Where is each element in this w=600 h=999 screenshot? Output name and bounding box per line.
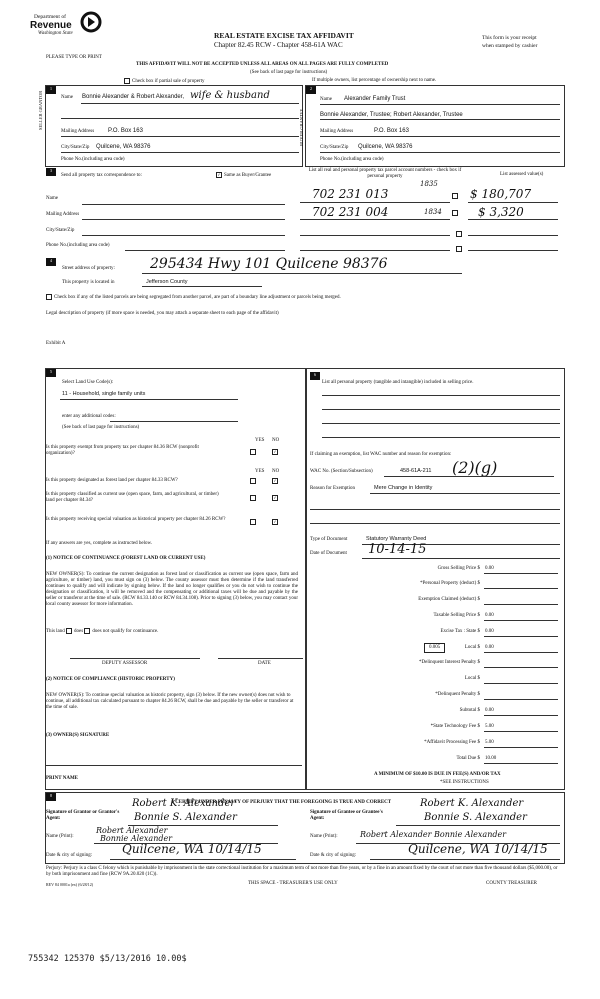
q-historic: Is this property receiving special valuation as historical property per chapter 84.26 RCW? bbox=[46, 517, 226, 522]
tax-row-local-2: Local $ bbox=[464, 676, 480, 681]
tax-row-personal: *Personal Property (deduct) $ bbox=[420, 581, 480, 586]
assessed-header: List assessed value(s) bbox=[500, 172, 544, 177]
grantor-sig-label: Signature of Grantor or Grantor's Agent: bbox=[46, 810, 120, 821]
land-use-section-num: 5 bbox=[46, 369, 56, 377]
tax-value-taxable[interactable]: 0.00 bbox=[485, 613, 494, 618]
parcel-2-checkbox[interactable] bbox=[452, 210, 460, 217]
located-value[interactable]: Jefferson County bbox=[146, 279, 188, 285]
grantor-sig-2[interactable]: Bonnie S. Alexander bbox=[134, 812, 237, 823]
located-label: This property is located in bbox=[62, 280, 115, 285]
doc-date-value[interactable]: 10-14-15 bbox=[368, 542, 427, 557]
notice1-text: NEW OWNER(S): To continue the current designation as forest land or classification as current use (open space, farm and agriculture, or timber) land, you must sign on (3) below. The county assessor must then determine if the land transferred continues to qualify and will indicate by signing below. If the land no longer qualifies or you do not wish to continue the designation or classification, it will be removed and the compensating or additional taxes will be due and payable by the seller or transferor at the time of sale. (RCW 84.33.140 or RCW 84.34.108). Prior to signing (3) below, you may contact your local county assessor for more information. bbox=[46, 572, 298, 607]
receipt-line1: This form is your receipt bbox=[482, 35, 537, 41]
county-treasurer: COUNTY TREASURER bbox=[486, 881, 537, 886]
buyer-section-num: 2 bbox=[306, 86, 316, 94]
print-note: PLEASE TYPE OR PRINT bbox=[46, 55, 102, 60]
seller-name[interactable]: Bonnie Alexander & Robert Alexander, bbox=[82, 94, 185, 100]
yes-header-1: YES bbox=[255, 438, 265, 443]
reason-label: Reason for Exemption bbox=[310, 486, 355, 491]
buyer-city-label: City/State/Zip bbox=[320, 145, 349, 150]
notice2-title: (2) NOTICE OF COMPLIANCE (HISTORIC PROPERTY) bbox=[46, 677, 175, 682]
tax-value-subtotal[interactable]: 0.00 bbox=[485, 708, 494, 713]
tax-row-excise-state: Excise Tax : State $ bbox=[440, 629, 480, 634]
parcel-1-checkbox[interactable] bbox=[452, 193, 460, 200]
corr-mailing-label: Mailing Address bbox=[46, 212, 80, 217]
multiple-owners: If multiple owners, list percentage of ownership next to name. bbox=[312, 78, 437, 83]
tax-row-technology: *State Technology Fee $ bbox=[430, 724, 480, 729]
see-instructions: *SEE INSTRUCTIONS bbox=[440, 780, 489, 785]
segregated: Check box if any of the listed parcels are being segregated from another parcel, are part of a boundary line adjustment or parcels being merged. bbox=[46, 294, 341, 301]
grantee-sig-2[interactable]: Bonnie S. Alexander bbox=[424, 812, 527, 823]
segregated-checkbox[interactable] bbox=[46, 294, 52, 300]
personal-section-num: 6 bbox=[310, 372, 320, 380]
tax-value-processing[interactable]: 5.00 bbox=[485, 740, 494, 745]
if-yes-note: If any answers are yes, complete as instructed below. bbox=[46, 541, 153, 546]
same-as-buyer: ✓ Same as Buyer/Grantee bbox=[217, 172, 272, 179]
wac-value[interactable]: 458-61A-211 bbox=[400, 468, 432, 474]
grantor-print-2[interactable]: Bonnie Alexander bbox=[100, 834, 173, 843]
parcel-2-note: 1834 bbox=[424, 208, 442, 216]
tax-row-delinquent-penalty: *Delinquent Penalty $ bbox=[435, 692, 480, 697]
correspondence-section-num: 3 bbox=[46, 168, 56, 176]
this-land-row: This land does does not qualify for continuance. bbox=[46, 629, 159, 635]
corr-name-label: Name bbox=[46, 196, 58, 201]
exhibit: Exhibit A bbox=[46, 341, 66, 346]
grantee-name-label: Name (Print): bbox=[310, 834, 338, 839]
land-use-code[interactable]: 11 - Household, single family units bbox=[62, 391, 146, 397]
parcel-1[interactable]: 702 231 013 bbox=[312, 187, 389, 201]
q-exempt-yes[interactable] bbox=[250, 449, 258, 456]
street-label: Street address of property: bbox=[62, 266, 115, 271]
q-forest-no[interactable]: ✓ bbox=[273, 478, 277, 483]
grantor-name-label: Name (Print): bbox=[46, 834, 74, 839]
wac-handwritten: (2)(g) bbox=[452, 458, 498, 477]
reason-value[interactable]: Mere Change in Identity bbox=[374, 485, 433, 491]
q-current-use-no[interactable]: ✓ bbox=[273, 495, 277, 500]
grantee-date[interactable]: Quilcene, WA 10/14/15 bbox=[408, 842, 548, 856]
doc-type-label: Type of Document bbox=[310, 537, 348, 542]
owner-signature-label: (3) OWNER(S) SIGNATURE bbox=[46, 733, 110, 738]
grantee-print-1[interactable]: Robert Alexander Bonnie Alexander bbox=[360, 830, 507, 839]
tax-row-subtotal: Subtotal $ bbox=[459, 708, 480, 713]
seller-name-label: Name bbox=[61, 95, 73, 100]
legal-label: Legal description of property (if more space is needed, you may attach a separate sheet to each page of the affidavit) bbox=[46, 311, 279, 316]
grantor-date-label: Date & city of signing: bbox=[46, 853, 93, 858]
see-back: (See back of last page for instructions) bbox=[250, 70, 328, 75]
q-forest: Is this property designated as forest land per chapter 84.33 RCW? bbox=[46, 478, 178, 483]
certify-section-num: 8 bbox=[46, 793, 56, 801]
print-name-label: PRINT NAME bbox=[46, 776, 78, 781]
seller-phone-label: Phone No.(including area code) bbox=[61, 157, 125, 162]
dor-logo-icon bbox=[80, 11, 102, 33]
seller-side-label: SELLER GRANTOR bbox=[38, 90, 43, 130]
recording-stamp: 755342 125370 $5/13/2016 10.00$ bbox=[28, 954, 187, 964]
wac-label: WAC No. (Section/Subsection) bbox=[310, 469, 373, 474]
buyer-mailing-label: Mailing Address bbox=[320, 129, 354, 134]
yes-header-2: YES bbox=[255, 469, 265, 474]
q-forest-yes[interactable] bbox=[250, 478, 258, 485]
buyer-side-label: BUYER GRANTEE bbox=[299, 108, 304, 146]
local-rate-box[interactable]: 0.005 bbox=[424, 643, 445, 653]
buyer-name-line2[interactable]: Bonnie Alexander, Trustee; Robert Alexander, Trustee bbox=[320, 112, 463, 118]
tax-row-taxable: Taxable Selling Price $ bbox=[433, 613, 480, 618]
notice2-text: NEW OWNER(S): To continue special valuation as historic property, sign (3) below. If the new owner(s) does not wish to continue, all additional tax calculated pursuant to chapter 84.26 RCW, shall be due and payable by the seller or transferor at the time of sale. bbox=[46, 693, 294, 710]
seller-city[interactable]: Quilcene, WA 98376 bbox=[96, 144, 151, 150]
q-exempt: Is this property exempt from property tax per chapter 84.36 RCW (nonprofit organization)? bbox=[46, 445, 199, 456]
parcel-4-checkbox[interactable] bbox=[456, 246, 464, 253]
q-historic-no[interactable]: ✓ bbox=[273, 519, 277, 524]
perjury-text: Perjury: Perjury is a class C felony which is punishable by imprisonment in the state correctional institution for a maximum term of not more than five years, or by a fine in an amount fixed by the court of not more than five thousand dollars ($5,000.00), or by both imprisonment and fine (RCW 9A.20.020 (1C)). bbox=[46, 866, 558, 877]
deputy-date: DATE bbox=[258, 661, 271, 666]
tax-row-processing: *Affidavit Processing Fee $ bbox=[424, 740, 480, 745]
street-value[interactable]: 295434 Hwy 101 Quilcene 98376 bbox=[150, 256, 388, 272]
parcels-header: List all real and personal property tax parcel account numbers - check box if personal property bbox=[308, 168, 462, 179]
grantor-print-1[interactable]: Robert Alexander bbox=[96, 826, 168, 835]
grantor-sig-1[interactable]: Robert K. Alexander bbox=[132, 798, 236, 809]
buyer-phone-label: Phone No.(including area code) bbox=[320, 157, 384, 162]
doc-date-label: Date of Document bbox=[310, 551, 347, 556]
receipt-line2: when stamped by cashier bbox=[482, 43, 538, 49]
dept-line2: Revenue bbox=[30, 20, 72, 31]
warning-text: THIS AFFIDAVIT WILL NOT BE ACCEPTED UNLESS ALL AREAS ON ALL PAGES ARE FULLY COMPLETED bbox=[136, 62, 389, 67]
does-checkbox[interactable] bbox=[66, 628, 72, 634]
doc-type-value[interactable]: Statutory Warranty Deed bbox=[366, 536, 427, 542]
corr-city-label: City/State/Zip bbox=[46, 228, 75, 233]
no-header-1: NO bbox=[272, 438, 280, 443]
dept-line3: Washington State bbox=[38, 31, 73, 36]
tax-row-local: Local $ bbox=[464, 645, 480, 650]
personal-property-label: List all personal property (tangible and intangible) included in selling price. bbox=[322, 380, 474, 385]
tax-row-gross: Gross Selling Price $ bbox=[437, 566, 480, 571]
parcel-2-value[interactable]: $ 3,320 bbox=[478, 205, 524, 219]
exemption-label: If claiming an exemption, list WAC number and reason for exemption: bbox=[310, 452, 452, 457]
q-current-use-yes[interactable] bbox=[250, 495, 258, 502]
q-exempt-no[interactable]: ✓ bbox=[273, 449, 277, 454]
seller-mailing[interactable]: P.O. Box 163 bbox=[108, 128, 143, 134]
q-current-use: Is this property classified as current use (open space, farm, and agricultural, or timber) land per chapter 84.34? bbox=[46, 492, 219, 503]
tax-value-total[interactable]: 10.00 bbox=[485, 756, 497, 761]
tax-value-technology[interactable]: 5.00 bbox=[485, 724, 494, 729]
tax-value-excise-state[interactable]: 0.00 bbox=[485, 629, 494, 634]
parcel-3-checkbox[interactable] bbox=[456, 231, 464, 238]
parcel-2[interactable]: 702 231 004 bbox=[312, 205, 389, 219]
q-historic-yes[interactable] bbox=[250, 519, 258, 526]
grantor-date[interactable]: Quilcene, WA 10/14/15 bbox=[122, 842, 262, 856]
buyer-name[interactable]: Alexander Family Trust bbox=[344, 96, 406, 102]
land-use-see-back: (See back of last page for instructions) bbox=[62, 425, 140, 430]
dor-logo bbox=[30, 12, 100, 50]
send-label: Send all property tax correspondence to: bbox=[61, 173, 142, 178]
property-section-num: 4 bbox=[46, 258, 56, 266]
corr-phone-label: Phone No.(including area code) bbox=[46, 243, 110, 248]
parcel-1-note: 1835 bbox=[420, 180, 438, 188]
grantee-sig-label: Signature of Grantee or Grantee's Agent: bbox=[310, 810, 383, 821]
buyer-mailing[interactable]: P.O. Box 163 bbox=[374, 128, 409, 134]
parcel-1-value[interactable]: $ 180,707 bbox=[470, 187, 532, 201]
seller-city-label: City/State/Zip bbox=[61, 145, 90, 150]
select-land-use-label: Select Land Use Code(s): bbox=[62, 380, 114, 385]
form-subtitle: Chapter 82.45 RCW - Chapter 458-61A WAC bbox=[214, 41, 343, 49]
seller-mailing-label: Mailing Address bbox=[61, 129, 95, 134]
tax-value-gross[interactable]: 0.00 bbox=[485, 566, 494, 571]
additional-codes-label: enter any additional codes: bbox=[62, 414, 116, 419]
seller-section-num: 1 bbox=[46, 86, 56, 94]
same-as-buyer-checkbox[interactable]: ✓ bbox=[217, 172, 221, 177]
buyer-city[interactable]: Quilcene, WA 98376 bbox=[358, 144, 413, 150]
tax-value-local[interactable]: 0.00 bbox=[485, 645, 494, 650]
deputy-assessor: DEPUTY ASSESSOR bbox=[102, 661, 148, 666]
partial-sale: Check box if partial sale of property bbox=[124, 78, 204, 85]
buyer-name-label: Name bbox=[320, 97, 332, 102]
certify-statement: I CERTIFY UNDER PENALTY OF PERJURY THAT THE FOREGOING IS TRUE AND CORRECT bbox=[172, 800, 392, 805]
grantee-sig-1[interactable]: Robert K. Alexander bbox=[420, 798, 524, 809]
dept-line1: Department of bbox=[34, 14, 66, 20]
tax-row-total: Total Due $ bbox=[456, 756, 480, 761]
minimum-due: A MINIMUM OF $10.00 IS DUE IN FEE(S) AND/OR TAX bbox=[374, 772, 501, 777]
does-not-checkbox[interactable] bbox=[84, 628, 90, 634]
seller-name-handwritten: wife & husband bbox=[190, 90, 270, 101]
treasurer-space: THIS SPACE - TREASURER'S USE ONLY bbox=[248, 881, 338, 886]
no-header-2: NO bbox=[272, 469, 280, 474]
notice1-title: (1) NOTICE OF CONTINUANCE (FOREST LAND OR CURRENT USE) bbox=[46, 556, 206, 561]
tax-row-delinquent-interest: *Delinquent Interest Penalty $ bbox=[419, 660, 480, 665]
form-title: REAL ESTATE EXCISE TAX AFFIDAVIT bbox=[214, 31, 354, 40]
partial-sale-checkbox[interactable] bbox=[124, 78, 130, 84]
grantee-date-label: Date & city of signing: bbox=[310, 853, 357, 858]
rev-number: REV 84 0001a (ex) (6/28/12) bbox=[46, 882, 94, 887]
tax-row-exemption: Exemption Claimed (deduct) $ bbox=[418, 597, 480, 602]
